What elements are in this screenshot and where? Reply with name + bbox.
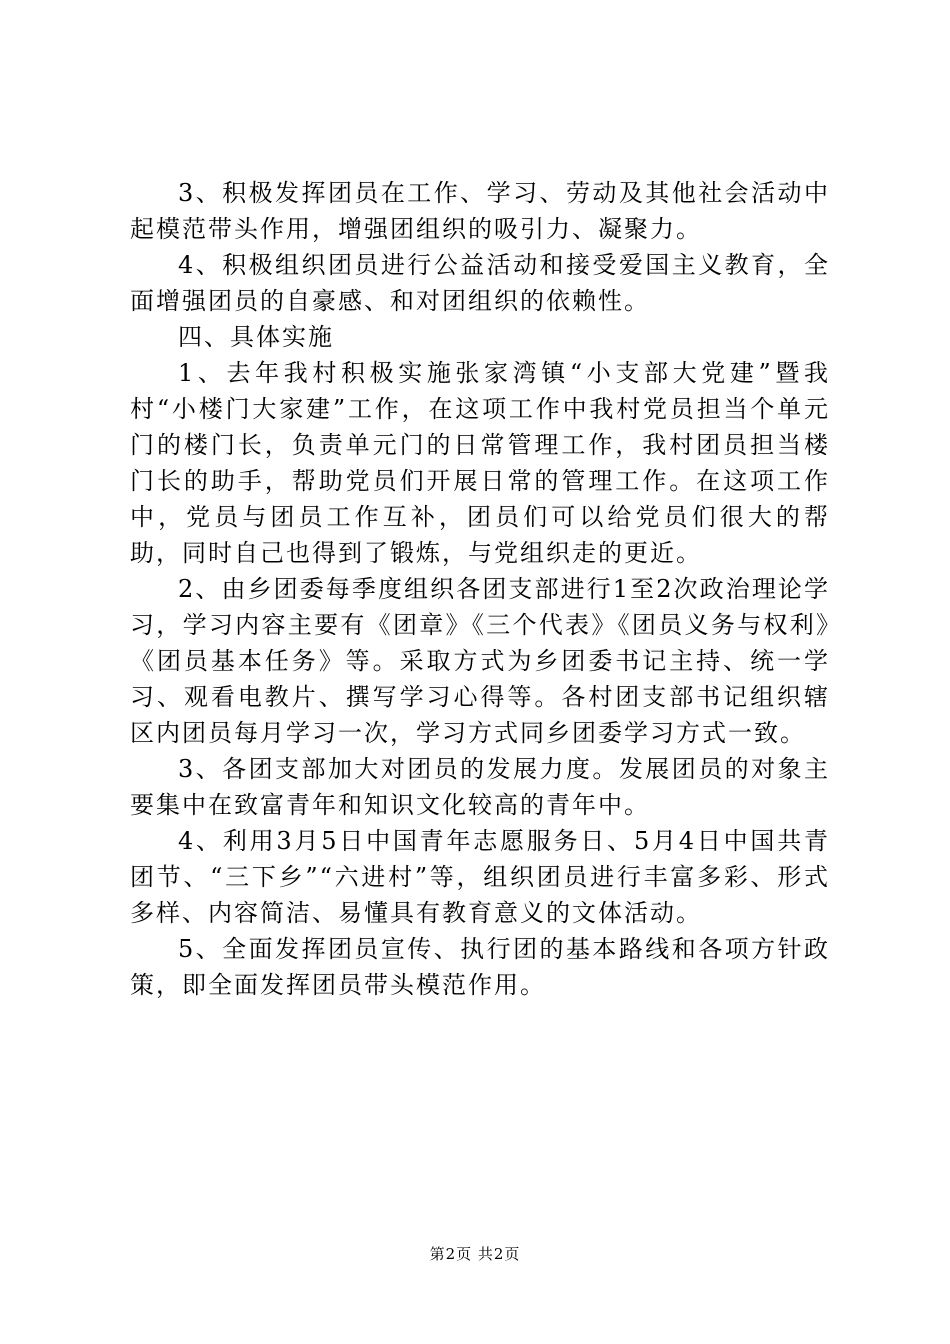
paragraph-implementation-3: 3、各团支部加大对团员的发展力度。发展团员的对象主要集中在致富青年和知识文化较高的青年中。 <box>130 755 830 819</box>
paragraph-implementation-4: 4、利用3月5日中国青年志愿服务日、5月4日中国共青团节、“三下乡”“六进村”等，组织团员进行丰富多彩、形式多样、内容简洁、易懂具有教育意义的文体活动。 <box>130 827 830 927</box>
document-body <box>130 175 830 1003</box>
page-number-footer: 第2页 共2页 <box>429 1245 521 1263</box>
section-heading-implementation: 四、具体实施 <box>178 323 334 351</box>
paragraph-goal-3: 3、积极发挥团员在工作、学习、劳动及其他社会活动中起模范带头作用，增强团组织的吸引力、凝聚力。 <box>130 179 830 243</box>
paragraph-implementation-1: 1、去年我村积极实施张家湾镇“小支部大党建”暨我村“小楼门大家建”工作，在这项工作中我村党员担当个单元门的楼门长，负责单元门的日常管理工作，我村团员担当楼门长的助手，帮助党员们开展日常的管理工作。在这项工作中，党员与团员工作互补，团员们可以给党员们很大的帮助，同时自己也得到了锻炼，与党组织走的更近。 <box>130 359 830 567</box>
paragraph-implementation-2: 2、由乡团委每季度组织各团支部进行1至2次政治理论学习，学习内容主要有《团章》《三个代表》《团员义务与权利》《团员基本任务》等。采取方式为乡团委书记主持、统一学习、观看电教片、撰写学习心得等。各村团支部书记组织辖区内团员每月学习一次，学习方式同乡团委学习方式一致。 <box>130 575 830 747</box>
paragraph-implementation-5: 5、全面发挥团员宣传、执行团的基本路线和各项方针政策，即全面发挥团员带头模范作用。 <box>130 935 830 999</box>
paragraph-goal-4: 4、积极组织团员进行公益活动和接受爱国主义教育，全面增强团员的自豪感、和对团组织的依赖性。 <box>130 251 830 315</box>
